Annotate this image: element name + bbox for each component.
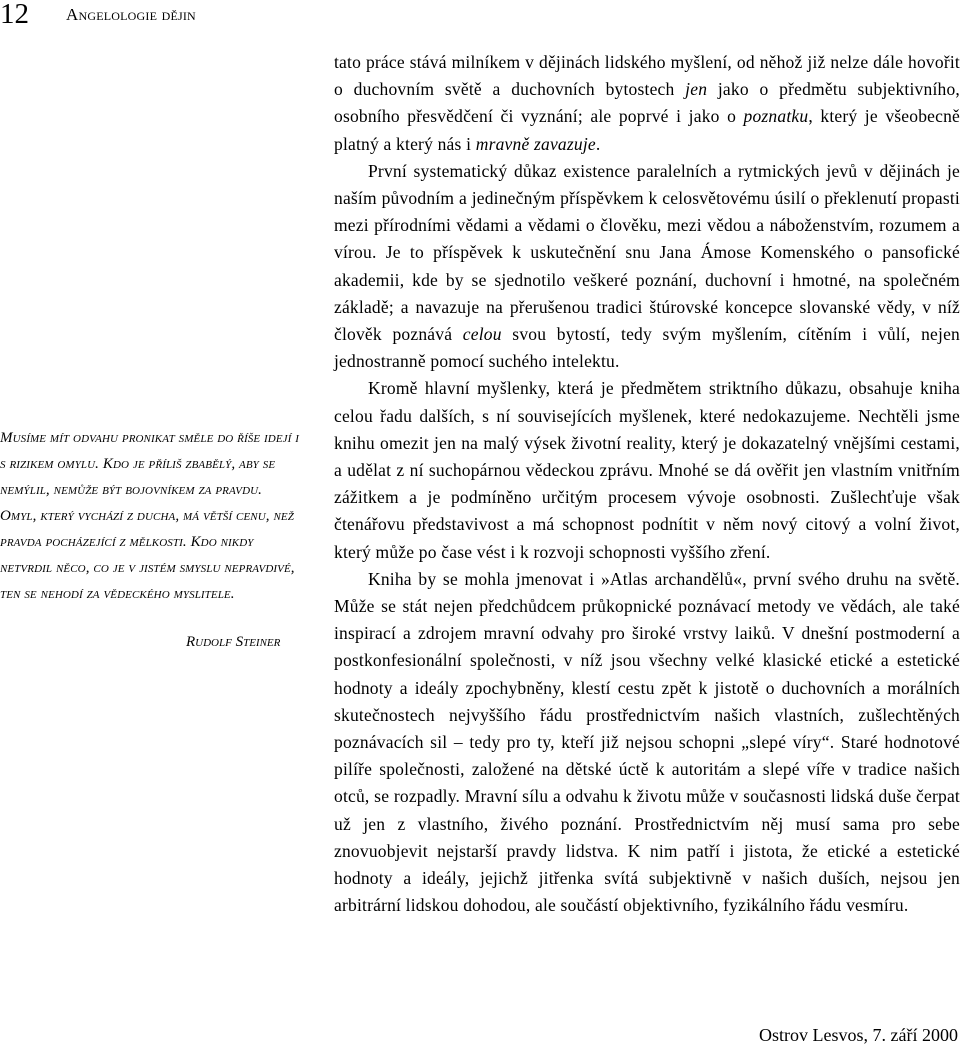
main-text	[334, 49, 960, 920]
paragraph-2	[334, 158, 960, 376]
emphasis: mravně zavazuje	[475, 133, 596, 154]
paragraph-1	[334, 49, 960, 158]
paragraph-4: Kniha by se mohla jmenovat i »Atlas archandělů«, první svého druhu na světě. Může se stát nejen předchůdcem průkopnické poznávací metody ve vědách, ale také inspirací a zdrojem mravní odvahy pro široké vrstvy laiků. V dnešní postmoderní a postkonfesionální společnosti, v níž jsou všechny velké klasické etické a estetické hodnoty a ideály zpochybněny, klestí cestu zpět k jistotě o duchovních a morálních skutečnostech nejvyššího řádu prostřednictvím našich vlastních, zušlechtěných poznávacích sil – tedy pro ty, kteří již nejsou schopni „slepé víry“. Staré hodnotové pilíře společnosti, založené na dětské úctě k autoritám a slepé víře v tradice našich otců, se rozpadly. Mravní sílu a odvahu k životu může v současnosti lidská duše čerpat už jen z vlastního, živého poznání. Prostřednictvím něj musí sama pro sebe znovuobjevit nejstarší pravdy lidstva. K nim patří i jistota, že etické a estetické hodnoty a ideály, jejichž jitřenka svítá subjektivně v našich duších, nejsou jen arbitrární lidskou dohodou, ale součástí objektivního, fyzikálního řádu vesmíru.	[334, 568, 960, 916]
text-run: jako o předmětu subjektivního, osobního přesvědčení či vyznání; ale poprvé i jako o	[334, 79, 960, 127]
page-number: 12	[0, 0, 29, 30]
paragraph-3: Kromě hlavní myšlenky, která je předmětem striktního důkazu, obsahuje kniha celou řadu dalších, s ní souvisejících myšlenek, které nedokazujeme. Nechtěli jsme knihu omezit jen na malý výsek životní reality, který je dokazatelný vnějšími cestami, a udělat z ní suchopárnou vědeckou zprávu. Mnohé se dá ověřit jen vlastním vnitřním zážitkem a je podmíněno určitým procesem vývoje osobnosti. Zušlechťuje však čtenářovu představivost a má schopnost podnítit v něm nový citový a volní život, který může po čase vést i k rozvoji schopnosti vyššího zření.	[334, 378, 960, 562]
text-run: , který je všeobecně platný a který nás i	[334, 106, 960, 154]
emphasis: poznatku	[743, 106, 809, 127]
text-run: tato práce stává milníkem v dějinách lidského myšlení, od něhož již nelze dále hovořit o duchovním světě a duchovních bytostech	[334, 52, 960, 100]
running-head-title: Angelologie dějin	[66, 5, 196, 24]
emphasis: celou	[462, 324, 502, 345]
text-run: svou bytostí, tedy svým myšlením, cítěním i vůlí, nejen jednostranně pomocí suchého intelektu.	[334, 324, 960, 372]
epigraph-quote: Musíme mít odvahu pronikat směle do říše idejí i s rizikem omylu. Kdo je příliš zbabělý, aby se nemýlil, nemůže být bojovníkem za pravdu. Omyl, který vychází z ducha, má větší cenu, než pravda pocházející z mělkosti. Kdo nikdy netvrdil něco, co je v jistém smyslu nepravdivé, ten se nehodí za vědeckého myslitele.	[0, 430, 300, 602]
text-run: První systematický důkaz existence paralelních a rytmických jevů v dějinách je naším původním a jedinečným příspěvkem k celosvětovému úsilí o překlenutí propasti mezi přírodními vědami a vědami o člověku, mezi vědou a náboženstvím, rozumem a vírou. Je to příspěvek k uskutečnění snu Jana Ámose Komenského o pansofické akademii, kde by se sjednotilo veškeré poznání, duchovní i hmotné, na společném základě; a navazuje na přerušenou tradici štúrovské koncepce slovanské vědy, v níž člověk poznává	[334, 160, 960, 345]
text-run: .	[595, 133, 601, 154]
signoff-place-date: Ostrov Lesvos, 7. září 2000	[759, 1025, 958, 1045]
emphasis: jen	[685, 79, 708, 100]
epigraph-author: Rudolf Steiner	[186, 634, 281, 650]
